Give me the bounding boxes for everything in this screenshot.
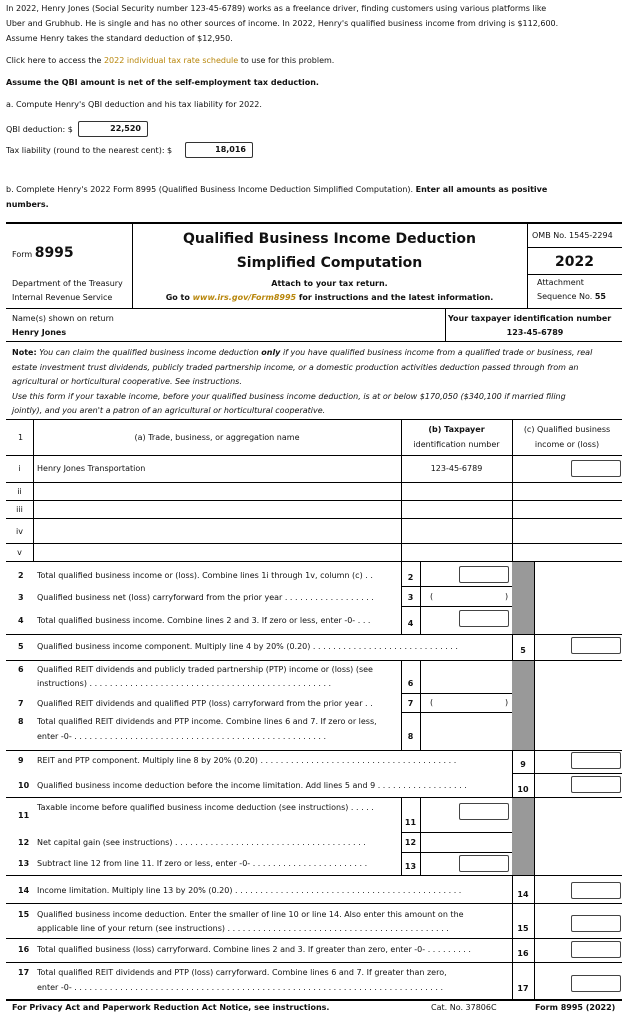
line-7-box-label: 7 bbox=[407, 699, 414, 708]
intro-line-2: Uber and Grubhub. He is single and has no other sources of income. In 2022, Henry's qualified business income from driving is $112,600. bbox=[6, 19, 559, 28]
line-12-box-label: 12 bbox=[404, 838, 417, 847]
section-rule bbox=[6, 797, 622, 798]
amount-rule bbox=[512, 773, 622, 774]
col-a-header: (a) Trade, business, or aggregation name bbox=[134, 433, 300, 442]
line-15-number: 15 bbox=[18, 910, 30, 919]
line-9-text: REIT and PTP component. Multiply line 8 by 20% (0.20) . . . . . . . . . . . . . . . . . . . . . . . . . . . . . . . . . . . . . . . bbox=[37, 756, 457, 765]
row-num: ii bbox=[17, 487, 22, 496]
line-17-text-2: enter -0- . . . . . . . . . . . . . . . . . . . . . . . . . . . . . . . . . . . . . . . . . . . . . . . . . . . . . . . . . . . . . . . . . . . . . . . . . bbox=[37, 983, 444, 992]
paren-close: ) bbox=[505, 698, 509, 707]
footer-form-id: Form 8995 (2022) bbox=[535, 1003, 616, 1012]
line-11-input[interactable] bbox=[459, 803, 509, 820]
gray-block bbox=[512, 660, 534, 750]
line-3-box-label: 3 bbox=[407, 593, 414, 602]
line-4-number: 4 bbox=[18, 616, 24, 625]
dept-line-2: Internal Revenue Service bbox=[12, 293, 113, 302]
line-8-number: 8 bbox=[18, 717, 24, 726]
line-8-box-label: 8 bbox=[407, 732, 414, 741]
line-15-text-1: Qualified business income deduction. Enter the smaller of line 10 or line 14. Also enter this amount on the bbox=[37, 910, 464, 919]
goto-pre: Go to bbox=[165, 293, 190, 302]
goto-post: for instructions and the latest information. bbox=[298, 293, 494, 302]
line-15-input[interactable] bbox=[571, 915, 621, 932]
row-num: iv bbox=[16, 527, 23, 536]
goto-line bbox=[132, 293, 527, 302]
line-10-box-label: 10 bbox=[517, 785, 529, 794]
part-b-bold: Enter all amounts as positive bbox=[415, 185, 548, 194]
note-line-4: Use this form if your taxable income, before your qualified business income deduction, is at or below $170,050 ($340,100 if married filing bbox=[12, 392, 566, 401]
row-rule bbox=[6, 482, 622, 483]
line-15-text-2: applicable line of your return (see instructions) . . . . . . . . . . . . . . . . . . . . . . . . . . . . . . . . . . . . . . . . . . . . bbox=[37, 924, 449, 933]
section-rule bbox=[6, 903, 622, 904]
part-b-line-1 bbox=[6, 185, 547, 194]
name-label: Name(s) shown on return bbox=[12, 314, 114, 323]
note-line-2: estate investment trust dividends, publicly traded partnership income, or a domestic production activities deduction passed through from an bbox=[12, 363, 579, 372]
line-12-text: Net capital gain (see instructions) . . . . . . . . . . . . . . . . . . . . . . . . . . . . . . . . . . . . . . bbox=[37, 838, 366, 847]
line-11-number: 11 bbox=[18, 811, 30, 820]
mid-col-right bbox=[420, 660, 421, 750]
line-13-text: Subtract line 12 from line 11. If zero or less, enter -0- . . . . . . . . . . . . . . . . . . . . . . . bbox=[37, 859, 368, 868]
mid-col-right bbox=[420, 797, 421, 875]
line-2-number: 2 bbox=[18, 571, 24, 580]
amount-col-left bbox=[534, 562, 535, 1000]
taxpayer-name: Henry Jones bbox=[12, 328, 67, 337]
year-rule bbox=[527, 274, 622, 275]
line-13-box-label: 13 bbox=[404, 862, 417, 871]
line-10-input[interactable] bbox=[571, 776, 621, 793]
line-7-text: Qualified REIT dividends and qualified PTP (loss) carryforward from the prior year . . bbox=[37, 699, 373, 708]
line-2-text: Total qualified business income or (loss). Combine lines 1i through 1v, column (c) . . bbox=[37, 571, 373, 580]
line-16-text: Total qualified business (loss) carryforward. Combine lines 2 and 3. If greater than zero, enter -0- . . . . . . . . . bbox=[37, 945, 471, 954]
click-post: to use for this problem. bbox=[240, 56, 335, 65]
line-17-input[interactable] bbox=[571, 975, 621, 992]
business-tin[interactable]: 123-45-6789 bbox=[430, 464, 483, 473]
line-14-number: 14 bbox=[18, 886, 30, 895]
row-rule bbox=[6, 518, 622, 519]
tax-liability-label: Tax liability (round to the nearest cent): $ bbox=[6, 146, 173, 155]
section-rule bbox=[6, 634, 622, 635]
intro-line-1: In 2022, Henry Jones (Social Security number 123-45-6789) works as a freelance driver, finding customers using various platforms like bbox=[6, 4, 547, 13]
paren-open: ( bbox=[430, 698, 434, 707]
section-rule bbox=[6, 660, 622, 661]
business-name[interactable]: Henry Jones Transportation bbox=[37, 464, 146, 473]
line-5-input[interactable] bbox=[571, 637, 621, 654]
mid-rule bbox=[401, 586, 512, 587]
col-b-header-1: (b) Taxpayer bbox=[428, 425, 485, 434]
tin-label: Your taxpayer identification number bbox=[448, 314, 612, 323]
gray-block bbox=[512, 797, 534, 875]
line-13-input[interactable] bbox=[459, 855, 509, 872]
line-6-number: 6 bbox=[18, 665, 24, 674]
line-4-box-label: 4 bbox=[407, 619, 414, 628]
form-title-2: Simplified Computation bbox=[236, 255, 423, 271]
tax-liability-input[interactable]: 18,016 bbox=[185, 142, 253, 158]
gray-block bbox=[512, 562, 534, 634]
mid-rule bbox=[401, 693, 512, 694]
paren-close: ) bbox=[505, 592, 509, 601]
irs-link[interactable]: www.irs.gov/Form8995 bbox=[192, 293, 297, 302]
row-num: i bbox=[18, 464, 21, 473]
rate-schedule-line bbox=[6, 56, 334, 65]
note-line-1: Note: You can claim the qualified business income deduction only if you have qualified business income from a qualified trade or business, real bbox=[12, 348, 593, 357]
line-9-input[interactable] bbox=[571, 752, 621, 769]
line-3-text: Qualified business net (loss) carryforward from the prior year . . . . . . . . . . . . . . . . . . bbox=[37, 593, 374, 602]
mid-rule bbox=[401, 852, 512, 853]
form-top-rule bbox=[6, 222, 622, 224]
row-num: iii bbox=[16, 505, 23, 514]
part-b-line-2: numbers. bbox=[6, 200, 49, 209]
row-num: v bbox=[17, 548, 22, 557]
omb-rule bbox=[527, 247, 622, 248]
col-c-header-1: (c) Qualified business bbox=[523, 425, 611, 434]
line-1-number: 1 bbox=[18, 433, 24, 442]
table-header-rule bbox=[6, 455, 622, 456]
form-number: 8995 bbox=[34, 245, 74, 261]
col-c-header-2: income or (loss) bbox=[534, 440, 600, 449]
note-bottom-rule bbox=[6, 419, 622, 420]
line-14-input[interactable] bbox=[571, 882, 621, 899]
line-6-text-2: instructions) . . . . . . . . . . . . . . . . . . . . . . . . . . . . . . . . . . . . . . . . . . . . . . . . bbox=[37, 679, 332, 688]
line-17-text-1: Total qualified REIT dividends and PTP (loss) carryforward. Combine lines 6 and 7. If greater than zero, bbox=[37, 968, 447, 977]
line-14-box-label: 14 bbox=[517, 890, 529, 899]
line-9-number: 9 bbox=[18, 756, 24, 765]
line-16-number: 16 bbox=[18, 945, 30, 954]
line-5-box-label: 5 bbox=[520, 646, 526, 655]
line-5-text: Qualified business income component. Multiply line 4 by 20% (0.20) . . . . . . . . . . . . . . . . . . . . . . . . . . . . . bbox=[37, 642, 458, 651]
col-b-header-2: identification number bbox=[413, 440, 500, 449]
line-15-box-label: 15 bbox=[517, 924, 529, 933]
line-8-text-1: Total qualified REIT dividends and PTP income. Combine lines 6 and 7. If zero or less, bbox=[37, 717, 377, 726]
section-rule bbox=[6, 875, 622, 876]
form-title-1: Qualified Business Income Deduction bbox=[183, 231, 476, 247]
line-5-number: 5 bbox=[18, 642, 24, 651]
attach-note: Attach to your tax return. bbox=[271, 279, 388, 288]
line-2-box-label: 2 bbox=[407, 573, 414, 582]
note-line-5: jointly), and you aren't a patron of an agricultural or horticultural cooperative. bbox=[12, 406, 326, 415]
line-4-text: Total qualified business income. Combine lines 2 and 3. If zero or less, enter -0- . . . bbox=[37, 616, 371, 625]
line-16-input[interactable] bbox=[571, 941, 621, 958]
sequence-number: 55 bbox=[594, 292, 606, 301]
mid-rule bbox=[401, 712, 512, 713]
footer-cat-no: Cat. No. 37806C bbox=[431, 1003, 497, 1012]
line-3-number: 3 bbox=[18, 593, 24, 602]
sequence-label: Sequence No. 55 bbox=[537, 292, 606, 301]
line-6-box-label: 6 bbox=[407, 679, 414, 688]
tin-value: 123-45-6789 bbox=[506, 328, 564, 337]
line-2-input[interactable] bbox=[459, 566, 509, 583]
form-label: Form 8995 bbox=[12, 245, 74, 261]
mid-col-right bbox=[420, 562, 421, 634]
assumption: Assume the QBI amount is net of the self-employment tax deduction. bbox=[6, 78, 319, 87]
part-a-prompt: a. Compute Henry's QBI deduction and his tax liability for 2022. bbox=[6, 100, 262, 109]
row-rule bbox=[6, 500, 622, 501]
dept-line-1: Department of the Treasury bbox=[12, 279, 123, 288]
line-4-input[interactable] bbox=[459, 610, 509, 627]
name-divider bbox=[445, 308, 446, 341]
mid-rule bbox=[401, 832, 512, 833]
line-16-box-label: 16 bbox=[517, 949, 529, 958]
intro-line-3: Assume Henry takes the standard deduction of $12,950. bbox=[6, 34, 233, 43]
line-1i-c-input[interactable] bbox=[571, 460, 621, 477]
attachment-label: Attachment bbox=[537, 278, 584, 287]
omb-number: OMB No. 1545-2294 bbox=[532, 231, 613, 240]
section-rule bbox=[6, 750, 622, 751]
line-14-text: Income limitation. Multiply line 13 by 20% (0.20) . . . . . . . . . . . . . . . . . . . . . . . . . . . . . . . . . . . . . . . . . . . . . bbox=[37, 886, 462, 895]
row-rule bbox=[6, 543, 622, 544]
name-bottom-rule bbox=[6, 341, 622, 342]
mid-rule bbox=[401, 606, 512, 607]
line-11-box-label: 11 bbox=[404, 818, 417, 827]
click-pre: Click here to access the bbox=[6, 56, 102, 65]
note-line-3: agricultural or horticultural cooperative. See instructions. bbox=[12, 377, 242, 386]
section-rule bbox=[6, 938, 622, 939]
line-9-box-label: 9 bbox=[520, 760, 526, 769]
line-10-number: 10 bbox=[18, 781, 30, 790]
paren-open: ( bbox=[430, 592, 434, 601]
qbi-label: QBI deduction: $ bbox=[6, 125, 73, 134]
line-11-text: Taxable income before qualified business income deduction (see instructions) . . . . . bbox=[37, 803, 374, 812]
form-bottom-rule bbox=[6, 999, 622, 1001]
section-rule bbox=[6, 962, 622, 963]
line-7-number: 7 bbox=[18, 699, 24, 708]
tax-year: 2022 bbox=[555, 254, 594, 270]
line-10-text: Qualified business income deduction before the income limitation. Add lines 5 and 9 . . . . . . . . . . . . . . . . . . bbox=[37, 781, 467, 790]
part-b-text: b. Complete Henry's 2022 Form 8995 (Qualified Business Income Deduction Simplified Computation). bbox=[6, 185, 414, 194]
header-bottom-rule bbox=[6, 308, 622, 309]
line-8-text-2: enter -0- . . . . . . . . . . . . . . . . . . . . . . . . . . . . . . . . . . . . . . . . . . . . . . . . . . bbox=[37, 732, 327, 741]
rate-schedule-link[interactable]: 2022 individual tax rate schedule bbox=[103, 56, 239, 65]
line-6-text-1: Qualified REIT dividends and publicly traded partnership (PTP) income or (loss) (see bbox=[37, 665, 373, 674]
line-17-box-label: 17 bbox=[517, 984, 529, 993]
line-13-number: 13 bbox=[18, 859, 30, 868]
footer-privacy: For Privacy Act and Paperwork Reduction Act Notice, see instructions. bbox=[12, 1003, 330, 1012]
line-12-number: 12 bbox=[18, 838, 30, 847]
qbi-deduction-input[interactable]: 22,520 bbox=[78, 121, 148, 137]
line-17-number: 17 bbox=[18, 968, 30, 977]
